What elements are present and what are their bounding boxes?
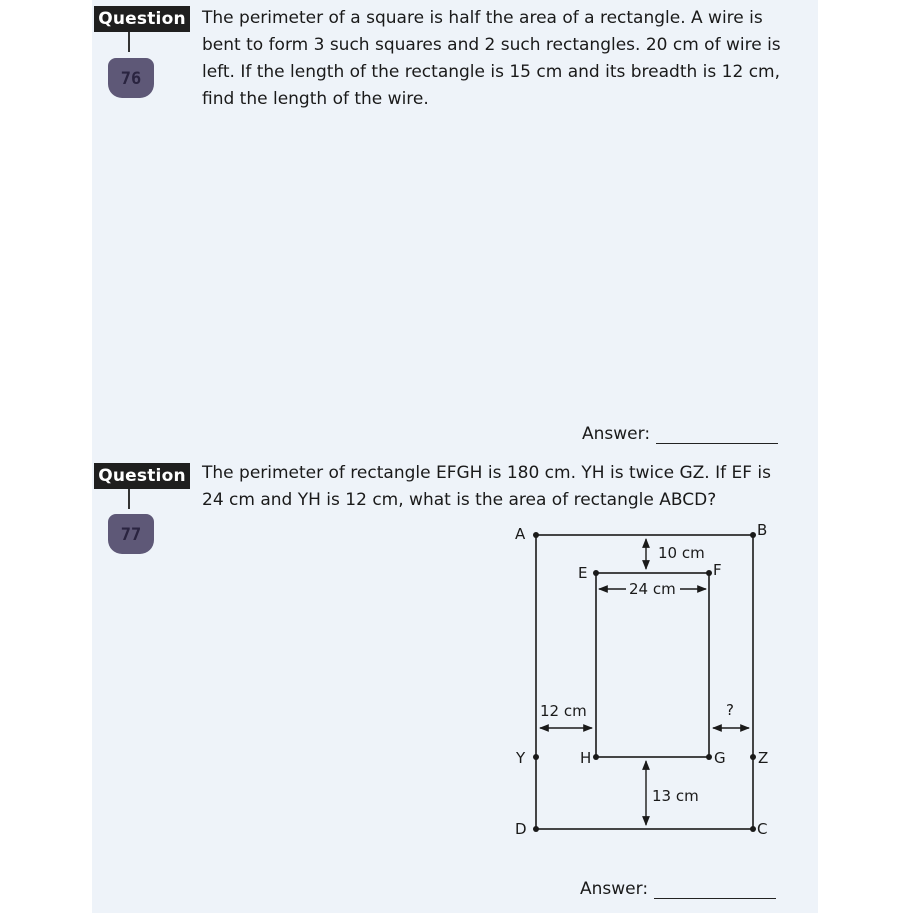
answer-blank[interactable] [654,882,776,899]
label-h: H [580,749,592,767]
question-77-answer [580,879,776,899]
label-b: B [757,521,768,539]
label-y: Y [516,749,526,767]
label-a: A [515,525,526,543]
label-g: G [714,749,726,767]
answer-label: Answer: [580,879,649,899]
gz-label: ? [726,701,734,719]
label-e: E [578,564,588,582]
point-c [750,826,756,832]
question-76-label: Question [94,6,190,32]
point-a [533,532,539,538]
yh-label: 12 cm [540,702,587,720]
point-y [533,754,539,760]
bottom-gap-label: 13 cm [652,787,699,805]
question-76-number-tag: 76 [108,58,154,98]
point-z [750,754,756,760]
point-d [533,826,539,832]
rectangle-efgh [596,573,709,757]
label-f: F [713,561,722,579]
point-b [750,532,756,538]
question-77-number-tag: 77 [108,514,154,554]
point-f [706,570,712,576]
question-76-text: The perimeter of a square is half the area of a rectangle. A wire is bent to form 3 such squares and 2 such rectangles. 20 cm of wire is left. If the length of the rectangle is 15 cm and its breadth is 12 cm, find the length of the wire. [202,8,781,109]
point-e [593,570,599,576]
top-gap-label: 10 cm [658,544,705,562]
label-d: D [515,820,527,838]
label-z: Z [758,749,769,767]
point-h [593,754,599,760]
question-77-label: Question [94,463,190,489]
question-77-text: The perimeter of rectangle EFGH is 180 cm. YH is twice GZ. If EF is 24 cm and YH is 12 cm, what is the area of rectangle ABCD? [202,463,771,510]
answer-label: Answer: [582,424,651,444]
point-g [706,754,712,760]
ef-label: 24 cm [629,580,676,598]
label-c: C [757,820,768,838]
